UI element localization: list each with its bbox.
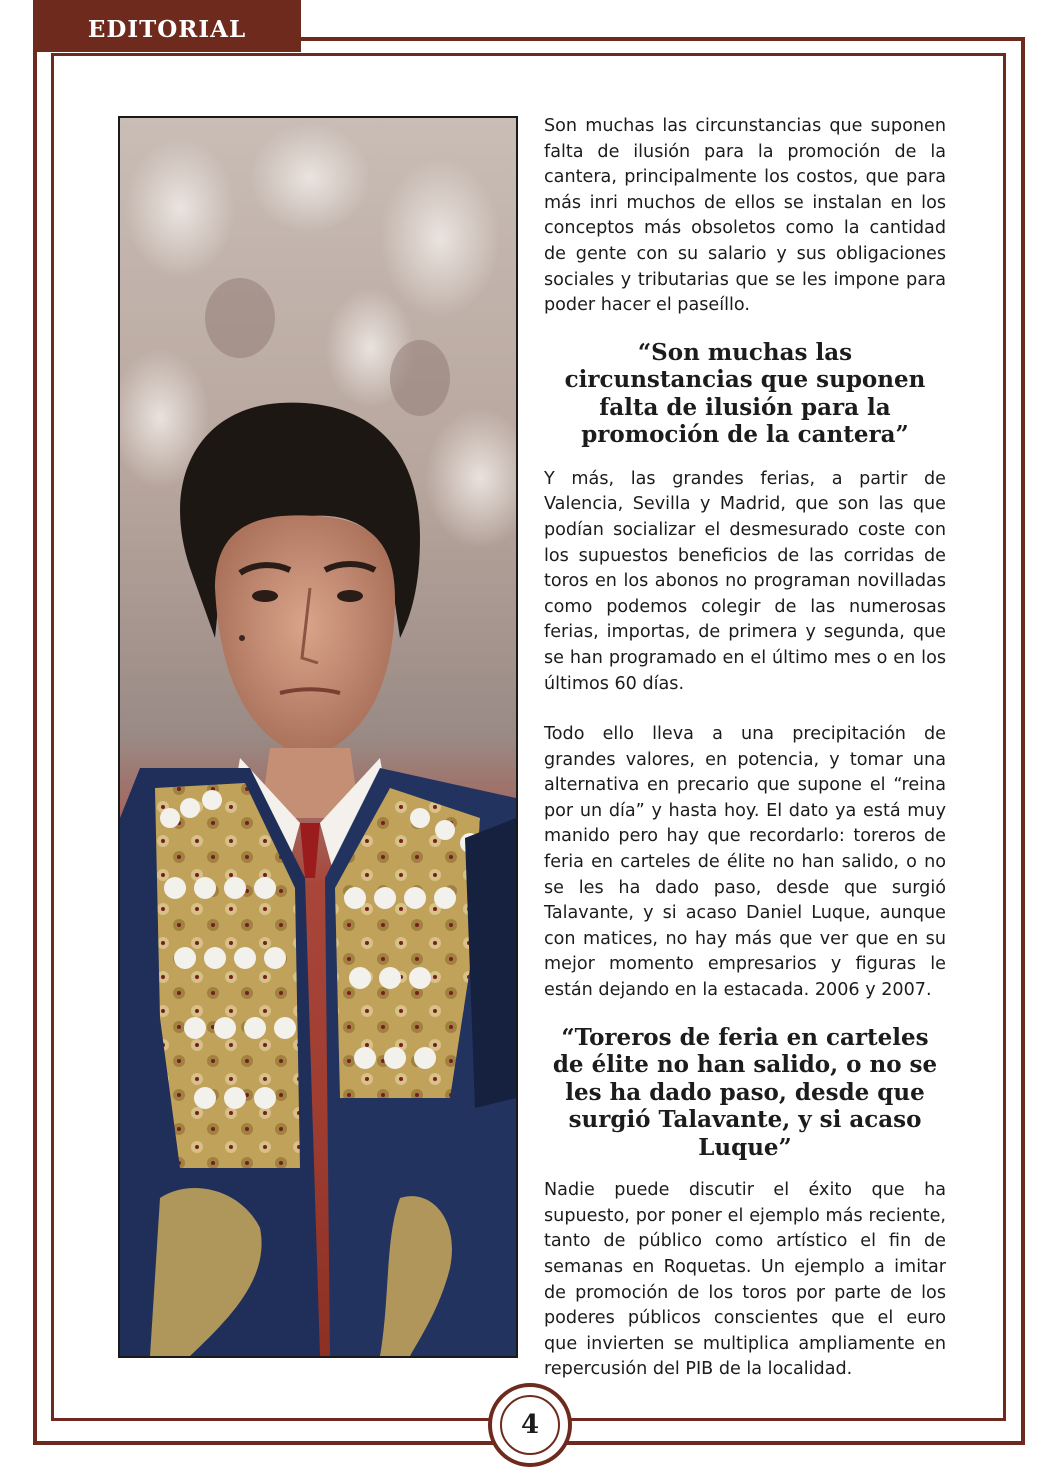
article-paragraph: Todo ello lleva a una precipitación de grandes valores, en potencia, y tomar una alternativa en precario que supone el “reina por un día” y hasta hoy. El dato ya está muy manido pero hay que recordarlo: toreros de feria en carteles de élite no han salido, o no se les ha dado paso, desde que surgió Talavante, y si acaso Daniel Luque, aunque con matices, no hay más que ver que en su mejor momento empresarios y figuras le están dejando en la estacada. 2006 y 2007. [544,724,946,1001]
pull-quote: “Toreros de feria en carteles de élite no han salido, o no se les ha dado paso, desde que surgió Talavante, y si acaso Luque” [552,1023,938,1161]
pull-quote: “Son muchas las circunstancias que suponen falta de ilusión para la promoción de la cantera” [564,338,926,449]
article-paragraph: Son muchas las circunstancias que suponen falta de ilusión para la promoción de la cantera, principalmente los costos, que para más inri muchos de ellos se instalan en los conceptos más obsoletos como la cantidad de gente con su salario y sus obligaciones sociales y tributarias que se les impone para poder hacer el paseíllo. [544,116,946,316]
article-column [544,114,946,1383]
article-paragraph: Y más, las grandes ferias, a partir de Valencia, Sevilla y Madrid, que son las que podían socializar el desmesurado coste con los supuestos beneficios de las corridas de toros en los abonos no programan novilladas como podemos colegir de las numerosas ferias, importas, de primera y segunda, que se han programado en el último mes o en los últimos 60 días. [544,468,946,694]
page-number: 4 [500,1395,560,1455]
matador-photo [118,116,518,1358]
page-number-badge [488,1383,572,1467]
article-paragraph: Nadie puede discutir el éxito que ha supuesto, por poner el ejemplo más reciente, tanto de público como artístico el fin de semanas en Roquetas. Un ejemplo a imitar de promoción de los toros por parte de los poderes públicos conscientes que el euro que invierten se multiplica ampliamente en repercusión del PIB de la localidad. [544,1180,946,1380]
section-label: EDITORIAL [33,0,301,52]
